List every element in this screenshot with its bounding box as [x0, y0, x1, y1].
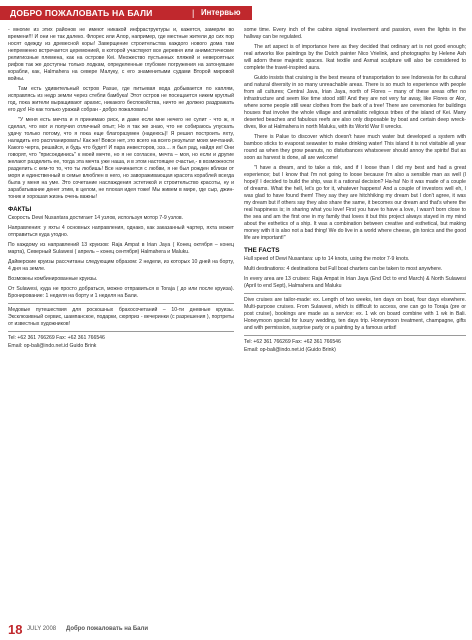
right-contact-phone: Tel: +62 361 766269 Fax: +62 361 766546 [244, 339, 341, 345]
footer-date: JULY 2008 [27, 626, 57, 632]
page-header [0, 0, 472, 26]
right-paragraph-5: "I have a dream, and to take a risk, and if I loose than I did my best and had a great experience; but I know that I'm not going to loose because I'm also a sensible man as well (I hope)! I decided to build the ship, was it a rational decision? Ha-ha! No it was made of a couple of dreams. What the hell, let's go for it, whatever happens! And a couple of investors well eh, I was glad to have found them! They say they are hitchhiking my dream but I don't agree, it was my dream but if others say they also share the same, it becomes our dream and that's where the real happiness is; in sharing what you love! First you have to have a love, I wasn't born close to the sea and am the first one in my family that loves it but this project always stayed in my mind about the esthetics of a ship. It was a combination between creative and esthetical, but making money with it is also not a bad thing! We do live in a world where cheese, gin tonics and the good life are important!" [244, 165, 466, 241]
page-number: 18 [8, 622, 23, 637]
right-cruise-text: Dive cruises are tailor-made: ex. Length of two weeks, ten days on boat, four days elsewhere. Multi-purpose cruises. From Sulawesi, which is difficult to access, one can go to Toraja (pre or post cruise), bookings are made as a service: ex. 1 wk on board combine with 1 wk in Bali. Honeymoon special for luxury wedding, ten days trip. Honeymoon treatment, champagne, gifts and with permission, surprise party or a painting by a famous artist! [244, 297, 466, 331]
left-fact-4: Дайверские круизы рассчитаны следующим образом: 2 недели, из которых 10 дней на борту, 4 дня на земле. [8, 259, 234, 272]
right-fact-1: Hull speed of Dewi Nusantara: up to 14 knots, using the motor 7-9 knots. [244, 256, 410, 262]
left-contact-email[interactable]: Email: op-bali@indo.net.id Guido Brink [8, 343, 97, 349]
left-paragraph-2: Там есть удивительный остров Pasue, где питьевая вода добывается по каплям, исправлясь из недр земли через стебли бамбука! Этот остров не посещается никем круглый год, пока жители выращивают арахис, никакого беспокойства, ничто не должно раздражать его дух! Но как только уражай собран - добро пожаловать! [8, 86, 234, 113]
page-footer [0, 620, 472, 640]
right-contact-email[interactable]: Email: op-bali@indo.net.id (Guido Brink) [244, 347, 336, 353]
left-contact-phone: Tel: +62 361 766269 Fax: +62 361 766546 [8, 335, 105, 341]
right-facts-heading: THE FACTS [244, 247, 280, 254]
right-column-english [244, 27, 466, 357]
right-paragraph-1: some time. Every inch of the cabins signal involvement and passion, even the lights in the hallway can be regulated. [244, 27, 466, 40]
right-paragraph-3: Guido insists that cruising is the best means of transportation to see Indonesia for its cultural and natural diversity in so many unreachable areas. There is so much to experience with people from all cultures; Central Java, Irian Jaya, north of Flores – many of these areas offer no infrastructure and seem like time stood still! And they are not very far away, like Flores or Alor, where some people still wear clothes from the bark of a tree! There are ceremonies for buildings houses that involve the whole village and animalistic religious tribes of the island of Kei. Many deserted beaches and fabulous reefs are also only disposable by boat and certain deep wreck-dives, like at Halmahera in north Maluku, with its World War II wrecks. [244, 75, 466, 130]
left-divider [8, 303, 234, 304]
left-paragraph-1: - многие из этих районов не имеют никакой инфраструктуры и, кажется, замерли во времени!!! И они не так далеко. Флорес или Алор, например, где местные жители до сих пор носят одежду из древесной коры! Заверщение строительства каждого нового дома там непременно встречается церемонией, в которой участвуют все деревня или анимистические религиозные племена, как на острове Кеі. Множество пустынных пляжей и невероятных рифов так же доступны только лодкам, определенные глубокие погружения на затонувшие корабли, как, Halmahera на севере Малуку, с его знаменитыми судами Второй мировой войны. [8, 27, 234, 82]
right-fact-3: In every area are 13 cruises: Raja Ampat in Irian Jaya (End Oct to end March) & North Sulawesi (April to end Sept), Halmahera and Maluku [244, 276, 466, 289]
left-fact-1: Скорость Dewi Nusantara достигает 14 узлов, используя мотор 7-9 узлов. [8, 215, 184, 221]
left-divider-2 [8, 331, 234, 332]
left-fact-7: Медовые путешествия для роскошных брахосочетаний – 10-ти дневные круизы. Эксклюзивный сервис, шампанское, подарки, сюрприз - вечеринки (с разрешения ), портреты от известных художников! [8, 307, 234, 327]
header-separator: | [192, 8, 195, 18]
footer-title: Добро пожаловать на Бали [66, 626, 149, 632]
left-fact-3: По каждому из направлений 13 круизов: Raja Ampat в Irian Jaya ( Конец октября – конец марта), Северный Sulawesi ( апрель – конец сентября) Halmahera и Maluku. [8, 242, 234, 255]
header-title: ДОБРО ПОЖАЛОВАТЬ НА БАЛИ [10, 8, 153, 18]
left-paragraph-3: "У меня есть мечта и я принимаю риск, и даже если мне нечего не сулит - что ж, я сделал, что мог и получил отличный опыт; Но я так же знаю, что не собираюсь упускать удачу только потому, что я пока еще благоразумен (надеюсь)! Я решил построить яхту, наладить его распланировать! Как же! Вовсе нет, это всего на всего результат моих мечтаний. Какого черта, решайся, и будь что будет! И пара инвесторов, эээ.... я был рад, найдя их! Они говорят, что "присоединись" к моей мечте, но я не согласен, мечта – моя, но если и другие желают разделить ее, тогда эта мечта уже наша, и в этом настоящее счастье,- в возможности разделить с кем-то то, что ты любишь! Все начинается с любви, я не был рожден вблизи от моря и единственный в семье влюблен в него, но завораживающая красота кораблей всегда была у меня на уме. Это сочетание наслаждения эстетикой и строительство красоты, ну и зарабатывание денег этим, в целом, не плохая идея тоже! Мы живем в мире, где сыр, джин-тоник и хорошая жизнь очень важны! [8, 117, 234, 200]
left-facts-heading: ФАКТЫ [8, 206, 32, 213]
right-paragraph-4: There is Palue to discover which doesn't have much water but developed a system with bamboo sticks to evaporat seawater to make drinking water! This island it is not visitable all year round as when they grow peanuts, no disturbances whatsoever should annoy the spirits! But as soon as harvest is done, all are welcome! [244, 134, 466, 161]
left-fact-6: От Sulawesi, куда не просто добраться, можно отправиться в Toraja ( до или после круиза). Бронирование: 1 неделя на борту и 1 неделя на Бали. [8, 286, 234, 299]
right-fact-2: Multi destinations: 4 destinations but Full boat charters can be taken to most anywhere. [244, 266, 443, 272]
header-section-label: Интервью [201, 8, 241, 17]
left-column-russian [8, 27, 234, 353]
left-fact-2: Направления: у яхты 4 основных направления, однако, как заказанный чартер, яхта может отправиться куда угодно. [8, 225, 234, 238]
right-divider [244, 293, 466, 294]
left-fact-5: Возможны комбинированные круизы. [8, 276, 98, 282]
right-paragraph-2: The art aspect is of importance here as they decided that ordinary art is not good enough; real artworks like paintings by the Dutch painter Nico Vrielink, and photographs by Helene Ash will adorn these majestic spaces. Ikat textile and Asmat sculpture will also be considered to complete the travel-inspired aura. [244, 44, 466, 71]
right-divider-2 [244, 335, 466, 336]
